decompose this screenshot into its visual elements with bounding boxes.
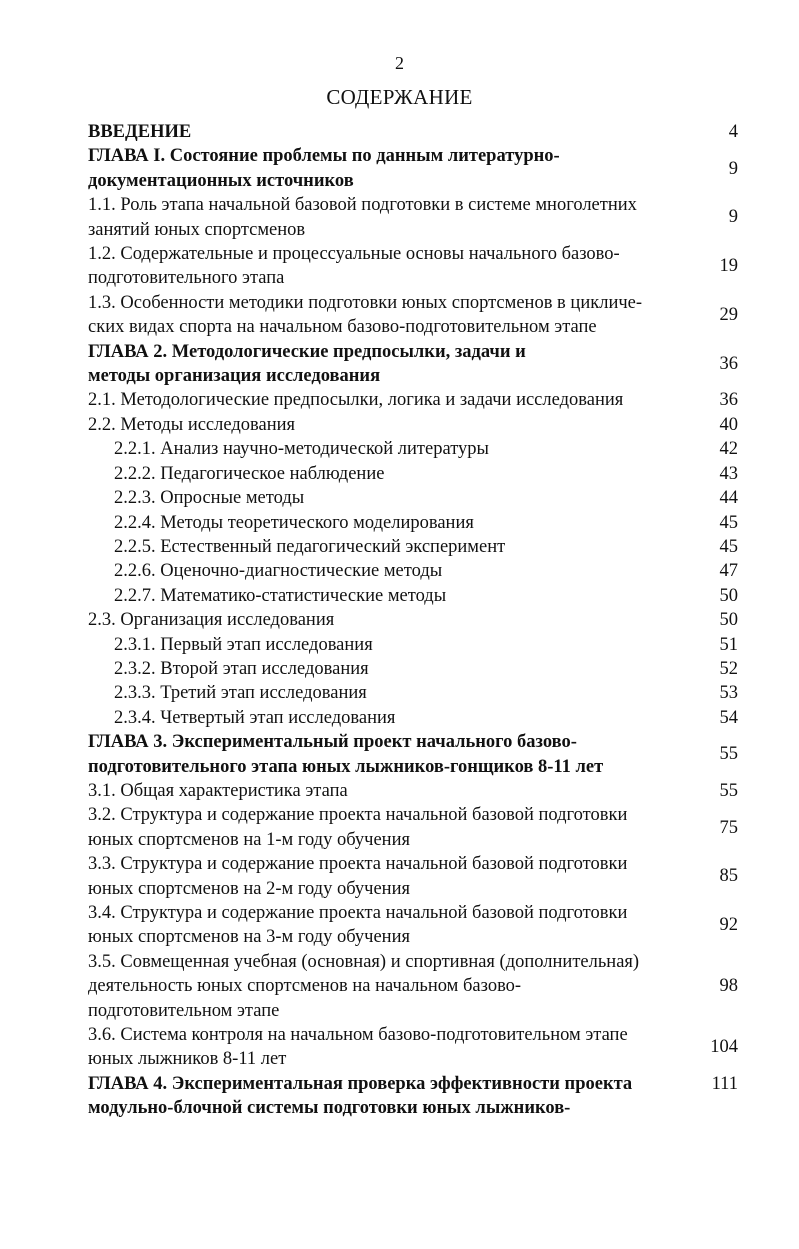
toc-entry-title-line: занятий юных спортсменов (88, 219, 306, 240)
toc-entry (88, 120, 738, 144)
toc-entry-title-line: 3.1. Общая характеристика этапа (88, 780, 348, 801)
toc-entry-page: 40 (719, 414, 738, 435)
toc-entry-page: 55 (719, 780, 738, 801)
toc-entry-title (88, 511, 696, 535)
toc-entry-title-line: 1.3. Особенности методики подготовки юных спортсменов в цикличе- (88, 292, 643, 313)
toc-entry-page: 29 (719, 305, 738, 326)
toc-entry-title-line: юных лыжников 8-11 лет (88, 1049, 287, 1070)
toc-entry-page: 36 (719, 353, 738, 374)
toc-entry (88, 608, 738, 632)
toc-entry-title (88, 1023, 696, 1072)
toc-entry (88, 706, 738, 730)
toc-entry (88, 340, 738, 389)
toc-entry-page: 51 (719, 634, 738, 655)
toc-entry-page: 19 (719, 256, 738, 277)
toc-entry-title (88, 462, 696, 486)
toc-entry-title-line: 2.2.6. Оценочно-диагностические методы (114, 561, 443, 582)
page-number: 2 (395, 53, 404, 73)
toc-entry-page: 43 (719, 463, 738, 484)
toc-entry-title (88, 779, 696, 803)
toc-entry-page: 52 (719, 658, 738, 679)
toc-entry (88, 657, 738, 681)
toc-entry (88, 462, 738, 486)
toc-entry-page: 55 (719, 744, 738, 765)
toc-entry-title (88, 559, 696, 583)
toc-entry-page: 75 (719, 817, 738, 838)
toc-entry-title (88, 340, 696, 389)
toc-entry-title (88, 706, 696, 730)
toc-entry-page: 53 (719, 683, 738, 704)
toc-entry-title-line: модульно-блочной системы подготовки юных лыжников- (88, 1098, 571, 1119)
toc-entry-title (88, 535, 696, 559)
toc-entry-title (88, 681, 696, 705)
toc-entry-title (88, 437, 696, 461)
toc-entry-title-line: 3.4. Структура и содержание проекта начальной базовой подготовки (88, 903, 628, 923)
toc-entry-title-line: 2.3.4. Четвертый этап исследования (114, 707, 396, 728)
toc-entry (88, 803, 738, 852)
toc-entry-title-line: 2.3.3. Третий этап исследования (114, 683, 367, 704)
toc-entry-title (88, 413, 696, 437)
toc-entry-title-line: юных спортсменов на 3-м году обучения (88, 927, 410, 948)
toc-entry-title-line: документационных источников (88, 170, 354, 191)
toc-entry-title-line: 2.3. Организация исследования (88, 610, 335, 631)
toc-entry-title-line: ГЛАВА I. Состояние проблемы по данным литературно- (88, 146, 560, 167)
toc-entry-title-line: 2.2.1. Анализ научно-методической литературы (114, 439, 489, 460)
toc-entry (88, 388, 738, 412)
toc-entry-page: 98 (719, 976, 738, 997)
toc-entry-page: 104 (710, 1037, 738, 1058)
toc-entry-title (88, 608, 696, 632)
toc-entry-page: 50 (719, 585, 738, 606)
toc-entry-title (88, 242, 696, 291)
toc-entry-title (88, 657, 696, 681)
toc-entry-page: 85 (719, 866, 738, 887)
toc-entry (88, 584, 738, 608)
toc-entry (88, 633, 738, 657)
toc-entry-title-line: 3.6. Система контроля на начальном базово-подготовительном этапе (88, 1025, 628, 1046)
toc-entry (88, 901, 738, 950)
toc-entry (88, 242, 738, 291)
toc-entry-page: 45 (719, 536, 738, 557)
toc-entry-title (88, 803, 696, 852)
toc-entry-title-line: ГЛАВА 4. Экспериментальная проверка эффективности проекта (88, 1073, 633, 1094)
toc-entry-page: 44 (719, 488, 738, 509)
toc-entry-title (88, 852, 696, 901)
toc-entry-title-line: 2.3.1. Первый этап исследования (114, 634, 373, 655)
toc-entry-page: 111 (711, 1073, 738, 1094)
toc-entry-page: 4 (728, 122, 738, 142)
toc-entry-page: 42 (719, 439, 738, 460)
toc-entry-title-line: подготовительном этапе (88, 1000, 280, 1021)
toc-entry (88, 437, 738, 461)
toc-entry-title (88, 950, 696, 1023)
toc-entry-title (88, 486, 696, 510)
toc-entry-title-line: методы организация исследования (88, 366, 381, 387)
toc-entry-title (88, 1072, 696, 1121)
toc-entry-page: 36 (719, 390, 738, 411)
toc-entry-title-line: подготовительного этапа (88, 268, 285, 289)
toc-entry-title-line: 2.2.5. Естественный педагогический эксперимент (114, 536, 506, 557)
toc-entry-page: 92 (719, 915, 738, 936)
toc-entry (88, 779, 738, 803)
toc-entry-title-line: ВВЕДЕНИЕ (88, 122, 192, 142)
toc-entry (88, 681, 738, 705)
toc-entry-page: 47 (719, 561, 738, 582)
table-of-contents (88, 120, 738, 1121)
toc-entry (88, 413, 738, 437)
toc-entry (88, 486, 738, 510)
toc-entry-title (88, 144, 696, 193)
toc-entry-page: 9 (728, 207, 738, 228)
toc-entry-title-line: 2.2.7. Математико-статистические методы (114, 585, 447, 606)
toc-entry-title-line: 3.3. Структура и содержание проекта начальной базовой подготовки (88, 854, 628, 875)
toc-entry-title (88, 730, 696, 779)
toc-entry-title-line: 3.5. Совмещенная учебная (основная) и спортивная (дополнительная) (88, 951, 640, 972)
toc-entry-title (88, 291, 696, 340)
toc-entry (88, 950, 738, 1023)
toc-entry-title-line: деятельность юных спортсменов на начальном базово- (88, 976, 522, 997)
toc-entry-title-line: 2.3.2. Второй этап исследования (114, 658, 369, 679)
toc-entry-title-line: юных спортсменов на 1-м году обучения (88, 829, 410, 850)
toc-entry-title-line: 1.1. Роль этапа начальной базовой подготовки в системе многолетних (88, 195, 637, 216)
toc-entry-page: 9 (728, 158, 738, 179)
toc-entry-title (88, 901, 696, 950)
toc-entry-title-line: 2.2. Методы исследования (88, 414, 296, 435)
toc-entry-title-line: юных спортсменов на 2-м году обучения (88, 878, 410, 899)
toc-entry-title (88, 388, 696, 412)
toc-entry-title-line: подготовительного этапа юных лыжников-гонщиков 8-11 лет (88, 756, 604, 777)
toc-entry-title (88, 120, 696, 144)
toc-entry-page: 54 (719, 707, 738, 728)
toc-entry (88, 1072, 738, 1121)
toc-entry (88, 535, 738, 559)
toc-entry-title (88, 584, 696, 608)
toc-entry (88, 511, 738, 535)
toc-entry (88, 144, 738, 193)
toc-entry (88, 291, 738, 340)
toc-title: СОДЕРЖАНИЕ (326, 85, 473, 109)
toc-entry-page: 50 (719, 610, 738, 631)
toc-entry-title-line: ских видах спорта на начальном базово-подготовительном этапе (88, 317, 597, 338)
toc-entry (88, 193, 738, 242)
toc-entry-title-line: ГЛАВА 2. Методологические предпосылки, задачи и (88, 341, 526, 362)
toc-entry-page: 45 (719, 512, 738, 533)
toc-entry-title-line: 2.2.3. Опросные методы (114, 488, 305, 509)
toc-entry (88, 730, 738, 779)
toc-entry-title-line: 3.2. Структура и содержание проекта начальной базовой подготовки (88, 805, 628, 826)
toc-entry-title-line: 2.2.4. Методы теоретического моделирования (114, 512, 474, 533)
toc-entry-title-line: 1.2. Содержательные и процессуальные основы начального базово- (88, 244, 620, 265)
toc-entry (88, 559, 738, 583)
toc-entry (88, 1023, 738, 1072)
toc-entry-title-line: 2.2.2. Педагогическое наблюдение (114, 463, 385, 484)
toc-entry-title (88, 633, 696, 657)
toc-entry-title (88, 193, 696, 242)
toc-entry (88, 852, 738, 901)
toc-entry-title-line: ГЛАВА 3. Экспериментальный проект начального базово- (88, 732, 577, 753)
toc-entry-title-line: 2.1. Методологические предпосылки, логика и задачи исследования (88, 390, 624, 411)
